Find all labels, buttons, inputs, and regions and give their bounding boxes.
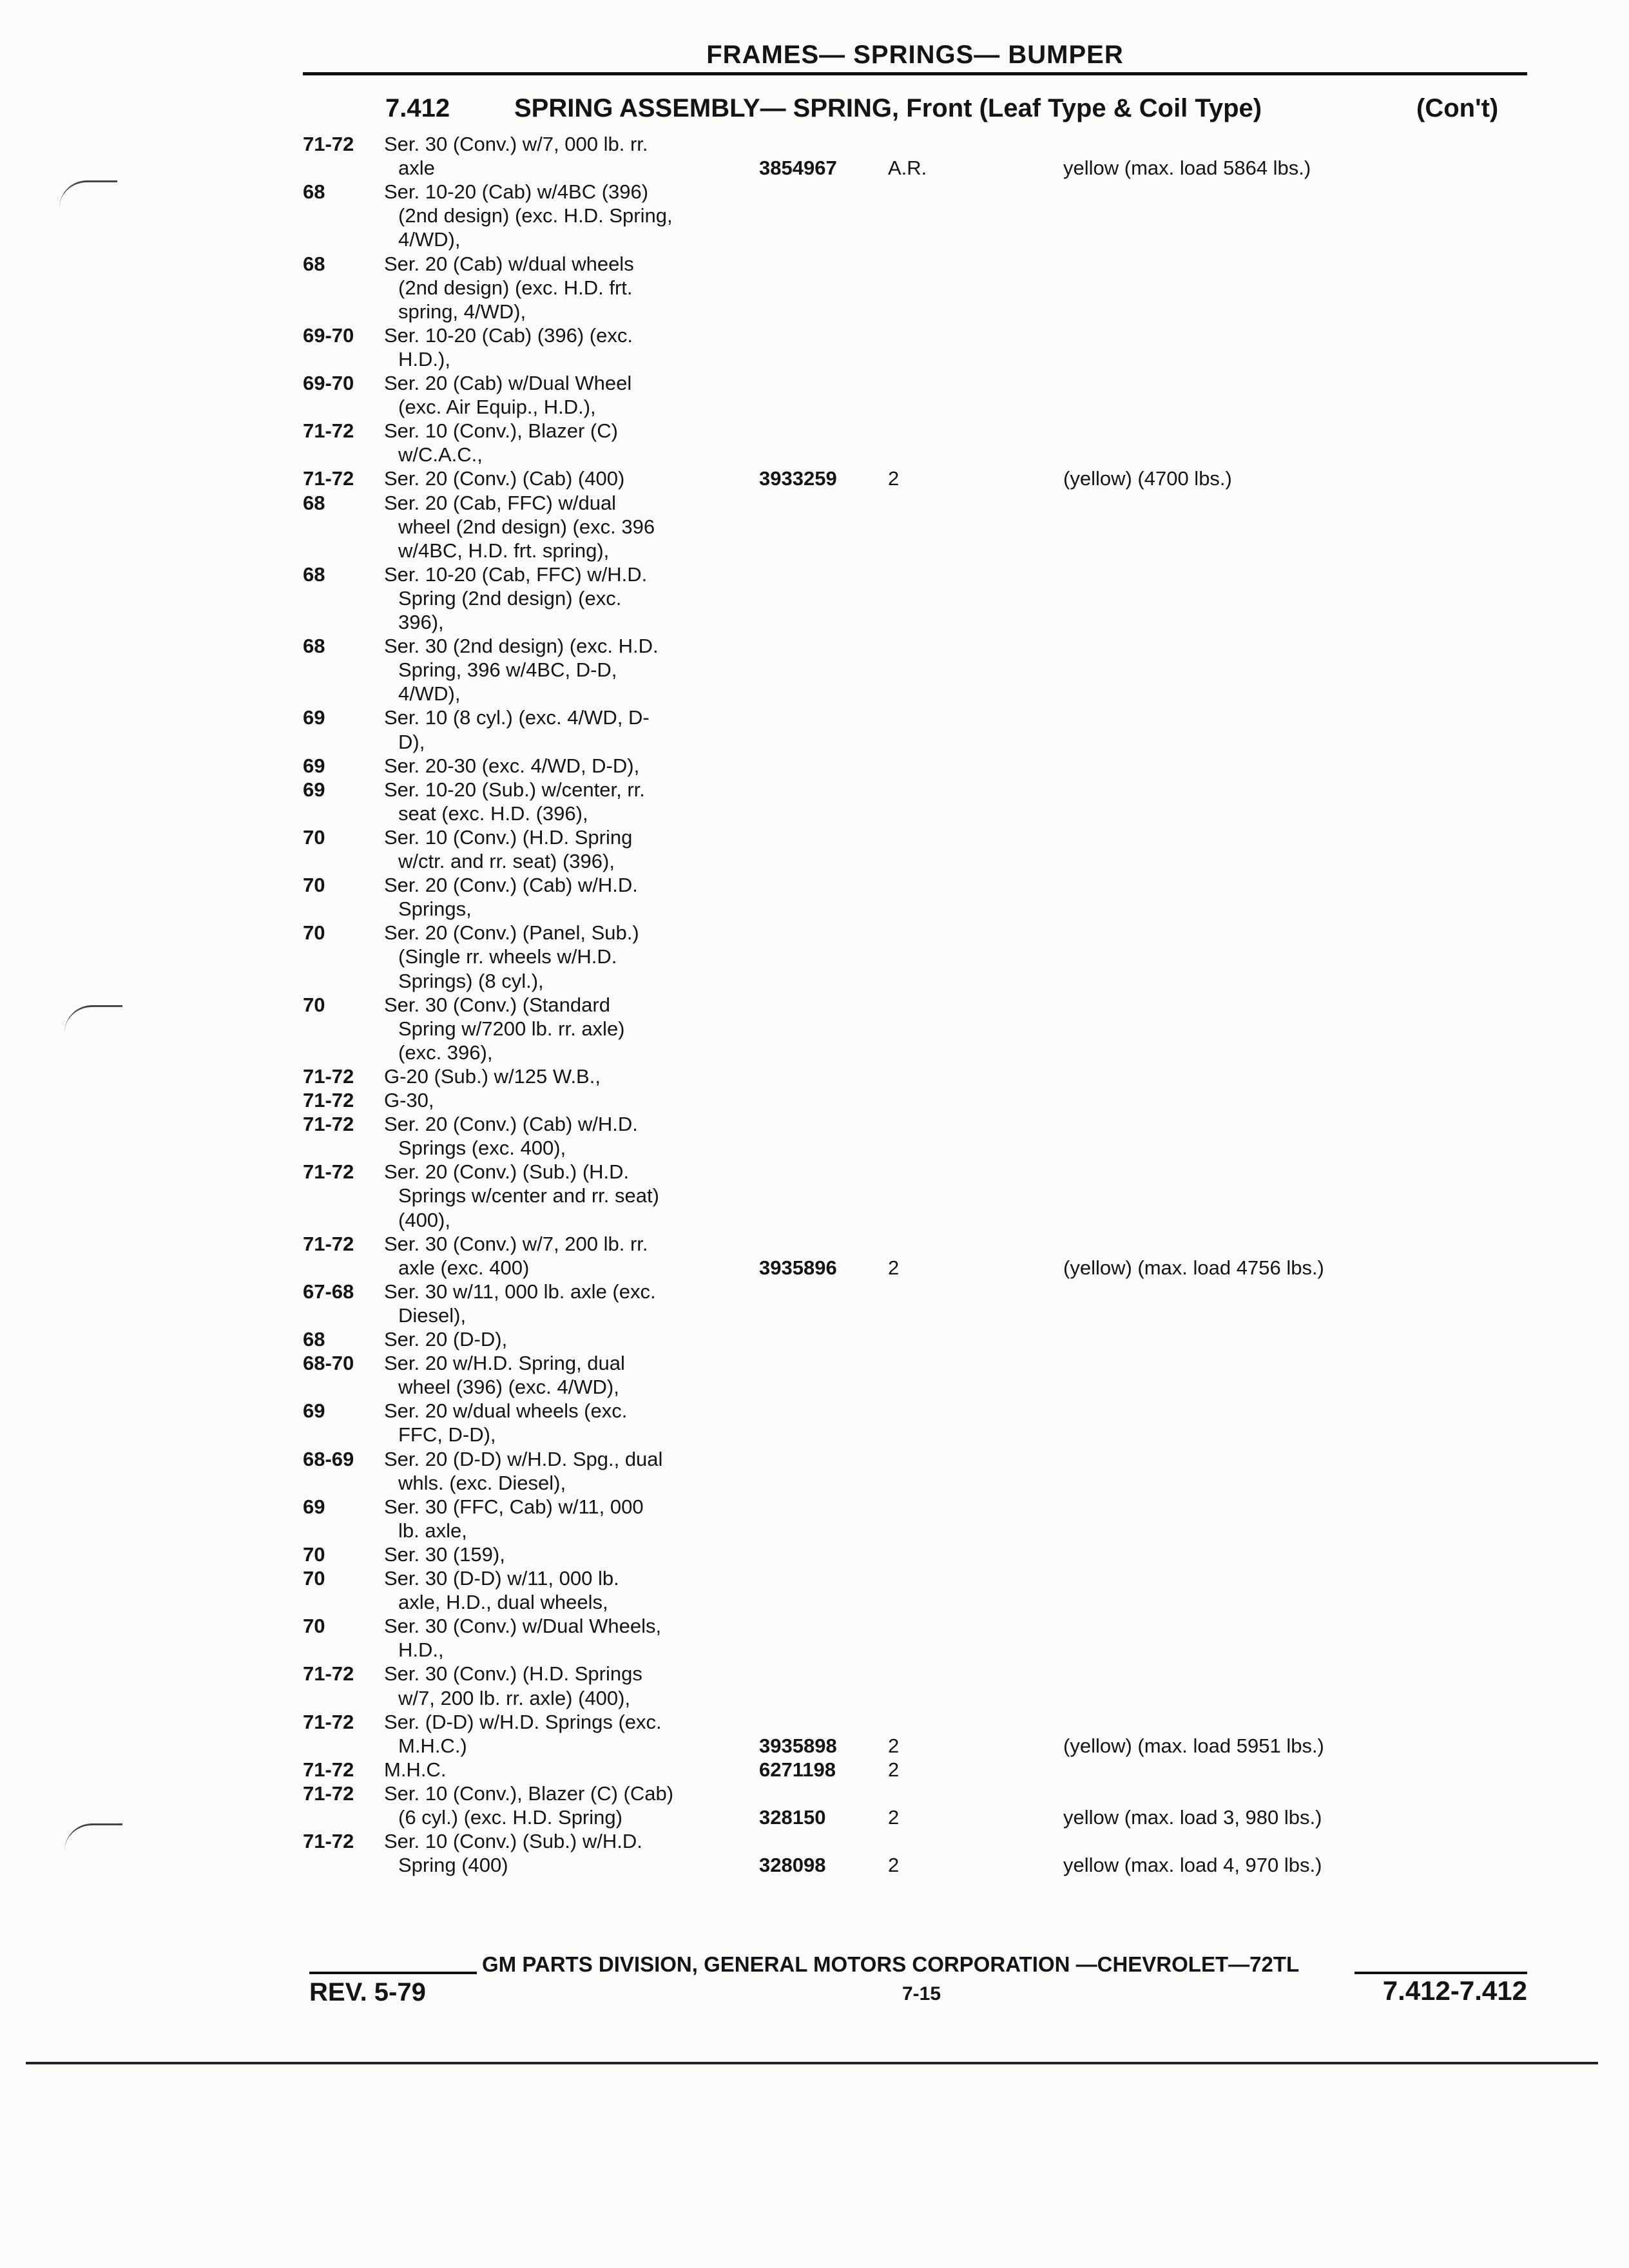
hole-punch-mark: [64, 1005, 122, 1033]
quantity: 2: [888, 1256, 900, 1279]
section-continued-label: (Con't): [1416, 94, 1499, 122]
vehicle-description: M.H.C.: [384, 1758, 447, 1781]
vehicle-description: Ser. 30 (159),: [384, 1542, 505, 1566]
vehicle-description: w/C.A.C.,: [398, 443, 483, 466]
model-year: 71-72: [303, 419, 354, 443]
vehicle-description: Ser. 30 (Conv.) w/7, 200 lb. rr.: [384, 1232, 648, 1255]
table-row: [303, 1829, 1527, 1853]
part-number: 3854967: [759, 157, 837, 180]
quantity: 2: [888, 1854, 900, 1877]
table-row: [303, 1495, 1527, 1519]
vehicle-description: w/ctr. and rr. seat) (396),: [398, 850, 615, 872]
vehicle-description: lb. axle,: [398, 1519, 467, 1542]
vehicle-description: wheel (396) (exc. 4/WD),: [398, 1376, 619, 1399]
model-year: 69: [303, 1399, 325, 1423]
part-number: 6271198: [759, 1758, 836, 1781]
quantity: 2: [888, 1758, 900, 1781]
page-header: [303, 39, 1527, 75]
section-number: 7.412: [385, 94, 450, 122]
table-row: [303, 849, 1527, 873]
model-year: 71-72: [303, 133, 354, 155]
table-row: [303, 562, 1527, 586]
vehicle-description: Ser. 30 (D-D) w/11, 000 lb.: [384, 1567, 619, 1590]
model-year: 71-72: [303, 1232, 354, 1255]
vehicle-description: Ser. 10-20 (Cab) (396) (exc.: [384, 323, 633, 347]
vehicle-description: Ser. 20 w/H.D. Spring, dual: [384, 1352, 625, 1375]
vehicle-description: (exc. 396),: [398, 1041, 493, 1064]
model-year: 71-72: [303, 1160, 354, 1184]
table-row: [303, 1519, 1527, 1542]
table-row: [303, 1590, 1527, 1614]
table-row: [303, 491, 1527, 515]
table-row: [303, 682, 1527, 706]
table-row: [303, 1686, 1527, 1710]
part-number: 328098: [759, 1854, 826, 1877]
table-row: [303, 1423, 1527, 1446]
quantity: 2: [888, 1734, 900, 1757]
table-row: [303, 730, 1527, 754]
model-year: 68: [303, 562, 325, 586]
footer-corporation: GM PARTS DIVISION, GENERAL MOTORS CORPORATION —CHEVROLET—72TL: [482, 1952, 1300, 1976]
vehicle-description: Ser. 20 (D-D),: [384, 1328, 508, 1350]
table-row: [303, 586, 1527, 610]
table-row: [303, 1160, 1527, 1184]
vehicle-description: (2nd design) (exc. H.D. Spring,: [398, 204, 673, 227]
model-year: 71-72: [303, 1662, 354, 1686]
vehicle-description: Ser. 10 (8 cyl.) (exc. 4/WD, D-: [384, 706, 650, 729]
model-year: 69: [303, 1495, 325, 1518]
model-year: 70: [303, 921, 325, 945]
model-year: 70: [303, 1542, 325, 1566]
vehicle-description: Ser. 30 (2nd design) (exc. H.D.: [384, 635, 659, 658]
model-year: 71-72: [303, 1710, 354, 1733]
table-row: [303, 1805, 1527, 1829]
spring-note: (yellow) (max. load 4756 lbs.): [1063, 1256, 1324, 1279]
vehicle-description: 396),: [398, 611, 444, 633]
model-year: 71-72: [303, 1782, 354, 1805]
table-row: [303, 1136, 1527, 1160]
vehicle-description: Ser. 30 (Conv.) (H.D. Springs: [384, 1662, 642, 1686]
vehicle-description: (400),: [398, 1208, 450, 1231]
vehicle-description: Ser. 10 (Conv.), Blazer (C) (Cab): [384, 1782, 674, 1805]
table-row: [303, 969, 1527, 993]
vehicle-description: Ser. 20 (D-D) w/H.D. Spg., dual: [384, 1447, 663, 1470]
table-row: [303, 1853, 1527, 1877]
vehicle-description: axle, H.D., dual wheels,: [398, 1591, 608, 1614]
vehicle-description: (6 cyl.) (exc. H.D. Spring): [398, 1806, 622, 1829]
spring-note: yellow (max. load 4, 970 lbs.): [1063, 1854, 1322, 1877]
model-year: 67-68: [303, 1280, 354, 1303]
vehicle-description: Ser. 10-20 (Cab) w/4BC (396): [384, 180, 649, 204]
part-number: 3933259: [759, 467, 837, 490]
vehicle-description: Ser. 20 (Cab) w/dual wheels: [384, 252, 634, 275]
vehicle-description: M.H.C.): [398, 1734, 467, 1757]
table-row: [303, 1447, 1527, 1471]
table-row: [303, 1614, 1527, 1638]
vehicle-description: FFC, D-D),: [398, 1423, 496, 1446]
table-row: [303, 1064, 1527, 1088]
table-row: [303, 180, 1527, 204]
model-year: 71-72: [303, 1113, 354, 1136]
vehicle-description: Ser. 30 (Conv.) (Standard: [384, 993, 610, 1016]
table-row: [303, 825, 1527, 849]
table-row: [303, 1280, 1527, 1303]
table-row: [303, 1208, 1527, 1232]
vehicle-description: Ser. 10 (Conv.) (H.D. Spring: [384, 825, 633, 849]
model-year: 71-72: [303, 1830, 354, 1853]
model-year: 69: [303, 778, 325, 801]
page-title: FRAMES— SPRINGS— BUMPER: [706, 41, 1124, 69]
vehicle-description: Ser. 10-20 (Sub.) w/center, rr.: [384, 778, 645, 801]
table-row: [303, 443, 1527, 466]
vehicle-description: Ser. 10 (Conv.), Blazer (C): [384, 419, 618, 443]
vehicle-description: Ser. 20 (Conv.) (Cab) w/H.D.: [384, 1113, 638, 1136]
table-row: [303, 1471, 1527, 1495]
model-year: 69-70: [303, 372, 354, 394]
table-row: [303, 1662, 1527, 1686]
table-row: [303, 204, 1527, 227]
table-row: [303, 658, 1527, 682]
model-year: 70: [303, 874, 325, 897]
vehicle-description: spring, 4/WD),: [398, 300, 526, 323]
model-year: 69: [303, 706, 325, 729]
table-row: [303, 945, 1527, 968]
vehicle-description: (exc. Air Equip., H.D.),: [398, 396, 596, 419]
model-year: 70: [303, 1567, 325, 1590]
table-row: [303, 419, 1527, 443]
page-footer: [309, 1952, 1527, 2023]
vehicle-description: Ser. (D-D) w/H.D. Springs (exc.: [384, 1710, 662, 1733]
table-row: [303, 1351, 1527, 1375]
vehicle-description: whls. (exc. Diesel),: [398, 1471, 566, 1494]
table-row: [303, 1041, 1527, 1064]
table-row: [303, 227, 1527, 251]
table-row: [303, 1088, 1527, 1112]
table-row: [303, 1232, 1527, 1256]
table-row: [303, 515, 1527, 539]
model-year: 70: [303, 1615, 325, 1638]
model-year: 68: [303, 491, 325, 514]
model-year: 68: [303, 180, 325, 204]
spring-note: yellow (max. load 5864 lbs.): [1063, 157, 1311, 180]
bottom-rule: [26, 2062, 1598, 2064]
vehicle-description: 4/WD),: [398, 682, 461, 706]
table-row: [303, 132, 1527, 156]
vehicle-description: Spring, 396 w/4BC, D-D,: [398, 658, 617, 682]
vehicle-description: Ser. 20 (Conv.) (Cab) w/H.D.: [384, 874, 638, 897]
vehicle-description: w/7, 200 lb. rr. axle) (400),: [398, 1686, 631, 1709]
section-name: SPRING ASSEMBLY— SPRING, Front (Leaf Type & Coil Type): [514, 94, 1262, 122]
model-year: 71-72: [303, 1758, 354, 1781]
vehicle-description: Ser. 30 (Conv.) w/Dual Wheels,: [384, 1615, 662, 1638]
table-row: [303, 466, 1527, 490]
table-row: [303, 993, 1527, 1017]
quantity: 2: [888, 1806, 900, 1829]
table-row: [303, 395, 1527, 419]
vehicle-description: axle (exc. 400): [398, 1256, 530, 1279]
table-row: [303, 897, 1527, 921]
vehicle-description: Diesel),: [398, 1303, 467, 1327]
table-row: [303, 754, 1527, 778]
table-row: [303, 1112, 1527, 1136]
table-row: [303, 873, 1527, 897]
model-year: 68-70: [303, 1352, 354, 1375]
vehicle-description: Ser. 30 w/11, 000 lb. axle (exc.: [384, 1280, 656, 1303]
table-row: [303, 1256, 1527, 1280]
vehicle-description: Ser. 30 (Conv.) w/7, 000 lb. rr.: [384, 133, 648, 155]
table-row: [303, 1327, 1527, 1351]
model-year: 70: [303, 993, 325, 1016]
table-row: [303, 1303, 1527, 1327]
table-row: [303, 1542, 1527, 1566]
model-year: 68: [303, 252, 325, 275]
table-row: [303, 634, 1527, 658]
table-row: [303, 300, 1527, 323]
part-number: 3935896: [759, 1256, 837, 1279]
spring-note: yellow (max. load 3, 980 lbs.): [1063, 1806, 1322, 1829]
table-row: [303, 1638, 1527, 1662]
table-row: [303, 802, 1527, 825]
table-row: [303, 276, 1527, 300]
table-row: [303, 323, 1527, 347]
hole-punch-mark: [59, 180, 117, 208]
revision-label: REV. 5-79: [309, 1978, 426, 2006]
vehicle-description: 4/WD),: [398, 228, 461, 251]
model-year: 69: [303, 754, 325, 777]
section-range: 7.412-7.412: [1382, 1975, 1527, 2006]
footer-rule-left: [309, 1972, 477, 1974]
model-year: 69-70: [303, 323, 354, 347]
table-row: [303, 1017, 1527, 1041]
vehicle-description: D),: [398, 730, 425, 753]
table-row: [303, 156, 1527, 180]
table-row: [303, 1566, 1527, 1590]
vehicle-description: Ser. 10 (Conv.) (Sub.) w/H.D.: [384, 1830, 642, 1853]
table-row: [303, 921, 1527, 945]
vehicle-description: Springs w/center and rr. seat): [398, 1184, 659, 1207]
vehicle-description: H.D.,: [398, 1639, 444, 1662]
vehicle-description: Ser. 20 (Conv.) (Sub.) (H.D.: [384, 1160, 630, 1184]
model-year: 71-72: [303, 467, 354, 490]
table-row: [303, 252, 1527, 276]
table-row: [303, 610, 1527, 634]
part-number: 3935898: [759, 1734, 837, 1757]
vehicle-description: Ser. 20-30 (exc. 4/WD, D-D),: [384, 754, 640, 777]
vehicle-description: Ser. 20 (Conv.) (Panel, Sub.): [384, 921, 639, 945]
model-year: 68-69: [303, 1447, 354, 1470]
footer-rule-right: [1354, 1972, 1527, 1974]
model-year: 71-72: [303, 1089, 354, 1111]
vehicle-description: Springs) (8 cyl.),: [398, 969, 544, 992]
vehicle-description: axle: [398, 157, 435, 180]
vehicle-description: (Single rr. wheels w/H.D.: [398, 945, 617, 968]
table-row: [303, 539, 1527, 562]
table-row: [303, 347, 1527, 371]
table-row: [303, 1758, 1527, 1782]
vehicle-description: G-20 (Sub.) w/125 W.B.,: [384, 1064, 601, 1088]
vehicle-description: Ser. 20 (Conv.) (Cab) (400): [384, 467, 625, 490]
table-row: [303, 1399, 1527, 1423]
vehicle-description: w/4BC, H.D. frt. spring),: [398, 539, 610, 562]
vehicle-description: Springs (exc. 400),: [398, 1137, 566, 1160]
model-year: 71-72: [303, 1064, 354, 1088]
vehicle-description: Spring (2nd design) (exc.: [398, 586, 622, 610]
section-heading: [385, 94, 1507, 128]
vehicle-description: wheel (2nd design) (exc. 396: [398, 515, 655, 538]
vehicle-description: (2nd design) (exc. H.D. frt.: [398, 276, 633, 299]
table-row: [303, 706, 1527, 729]
vehicle-description: H.D.),: [398, 347, 450, 370]
model-year: 70: [303, 825, 325, 849]
spring-note: (yellow) (max. load 5951 lbs.): [1063, 1734, 1324, 1757]
page-number: 7-15: [902, 1983, 941, 2004]
model-year: 68: [303, 1328, 325, 1350]
table-row: [303, 778, 1527, 802]
part-number: 328150: [759, 1806, 826, 1829]
vehicle-description: seat (exc. H.D. (396),: [398, 802, 588, 825]
vehicle-description: Spring (400): [398, 1854, 508, 1877]
table-row: [303, 1184, 1527, 1207]
vehicle-description: Ser. 30 (FFC, Cab) w/11, 000: [384, 1495, 644, 1518]
vehicle-description: Springs,: [398, 898, 472, 921]
table-row: [303, 1734, 1527, 1758]
hole-punch-mark: [64, 1823, 122, 1851]
vehicle-description: Spring w/7200 lb. rr. axle): [398, 1017, 625, 1040]
vehicle-description: Ser. 20 w/dual wheels (exc.: [384, 1399, 628, 1423]
spring-note: (yellow) (4700 lbs.): [1063, 467, 1232, 490]
table-row: [303, 1375, 1527, 1399]
quantity: 2: [888, 467, 900, 490]
vehicle-description: G-30,: [384, 1089, 434, 1111]
table-row: [303, 371, 1527, 395]
vehicle-description: Ser. 20 (Cab, FFC) w/dual: [384, 491, 617, 514]
vehicle-description: Ser. 10-20 (Cab, FFC) w/H.D.: [384, 562, 648, 586]
vehicle-description: Ser. 20 (Cab) w/Dual Wheel: [384, 372, 632, 394]
table-row: [303, 1782, 1527, 1805]
model-year: 68: [303, 635, 325, 658]
table-row: [303, 1710, 1527, 1734]
quantity: A.R.: [888, 157, 927, 180]
